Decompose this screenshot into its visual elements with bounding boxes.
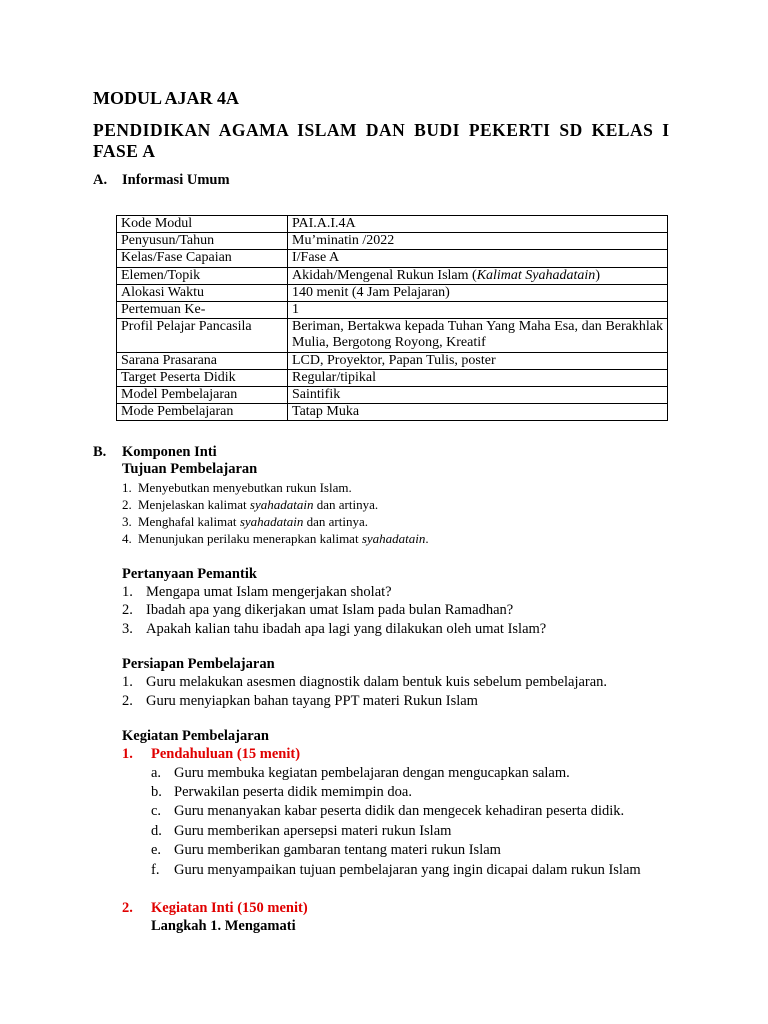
- pertanyaan-num: 3.: [122, 621, 133, 637]
- pendahuluan-item: Guru menyampaikan tujuan pembelajaran yang ingin dicapai dalam rukun Islam: [174, 862, 641, 878]
- info-row: [117, 369, 668, 386]
- pendahuluan-item: Perwakilan peserta didik memimpin doa.: [174, 784, 412, 800]
- info-row: [117, 284, 668, 301]
- section-b-heading: Komponen Inti: [122, 444, 217, 460]
- pendahuluan-letter: a.: [151, 765, 162, 781]
- section-a-heading: Informasi Umum: [122, 172, 230, 188]
- info-value: I/Fase A: [288, 250, 668, 267]
- tujuan-item: Menunjukan perilaku menerapkan kalimat syahadatain.: [138, 531, 429, 546]
- info-row: [117, 352, 668, 369]
- info-row: [117, 267, 668, 284]
- pendahuluan-title: Pendahuluan (15 menit): [151, 746, 301, 762]
- pendahuluan-letter: c.: [151, 803, 162, 819]
- subtitle-line-2: FASE A: [93, 141, 156, 161]
- pertanyaan-heading: Pertanyaan Pemantik: [122, 566, 257, 582]
- info-key: Alokasi Waktu: [117, 284, 288, 301]
- info-row: [117, 319, 668, 352]
- persiapan-item: Guru menyiapkan bahan tayang PPT materi Rukun Islam: [146, 693, 478, 709]
- tujuan-item: Menyebutkan menyebutkan rukun Islam.: [138, 480, 352, 495]
- pendahuluan-letter: f.: [151, 862, 160, 878]
- inti-num: 2.: [122, 900, 133, 916]
- info-row: [117, 233, 668, 250]
- info-row: [117, 404, 668, 421]
- inti-title: Kegiatan Inti (150 menit): [151, 900, 308, 916]
- info-key: Elemen/Topik: [117, 267, 288, 284]
- info-row: [117, 250, 668, 267]
- info-key: Pertemuan Ke-: [117, 302, 288, 319]
- info-value: Mu’minatin /2022: [288, 233, 668, 250]
- pendahuluan-letter: d.: [151, 823, 162, 839]
- tujuan-item: Menjelaskan kalimat syahadatain dan artinya.: [138, 497, 379, 512]
- tujuan-num: 3.: [122, 514, 132, 529]
- info-key: Penyusun/Tahun: [117, 233, 288, 250]
- persiapan-num: 1.: [122, 674, 133, 690]
- pendahuluan-item: Guru memberikan gambaran tentang materi rukun Islam: [174, 842, 501, 858]
- section-b-marker: B.: [93, 444, 107, 460]
- inti-step: Langkah 1. Mengamati: [151, 918, 296, 934]
- pendahuluan-item: Guru memberikan apersepsi materi rukun Islam: [174, 823, 452, 839]
- tujuan-heading: Tujuan Pembelajaran: [122, 461, 258, 477]
- info-row: [117, 302, 668, 319]
- pendahuluan-num: 1.: [122, 746, 133, 762]
- info-table: [116, 215, 668, 421]
- subtitle-line-1: [93, 120, 675, 141]
- info-key: Model Pembelajaran: [117, 387, 288, 404]
- persiapan-item: Guru melakukan asesmen diagnostik dalam bentuk kuis sebelum pembelajaran.: [146, 674, 608, 690]
- info-key: Kode Modul: [117, 216, 288, 233]
- persiapan-num: 2.: [122, 693, 133, 709]
- pertanyaan-item: Mengapa umat Islam mengerjakan sholat?: [146, 584, 392, 600]
- info-row: [117, 216, 668, 233]
- info-key: Profil Pelajar Pancasila: [117, 319, 288, 352]
- pertanyaan-num: 1.: [122, 584, 133, 600]
- info-value: Tatap Muka: [288, 404, 668, 421]
- info-value: 140 menit (4 Jam Pelajaran): [288, 284, 668, 301]
- tujuan-item: Menghafal kalimat syahadatain dan artinya.: [138, 514, 368, 529]
- kegiatan-heading: Kegiatan Pembelajaran: [122, 728, 269, 744]
- info-value: Akidah/Mengenal Rukun Islam (Kalimat Syahadatain): [288, 267, 668, 284]
- pendahuluan-letter: e.: [151, 842, 162, 858]
- pendahuluan-item: Guru membuka kegiatan pembelajaran dengan mengucapkan salam.: [174, 765, 570, 781]
- info-value: PAI.A.I.4A: [288, 216, 668, 233]
- section-a-marker: A.: [93, 172, 108, 188]
- info-key: Mode Pembelajaran: [117, 404, 288, 421]
- info-value: LCD, Proyektor, Papan Tulis, poster: [288, 352, 668, 369]
- info-value: Saintifik: [288, 387, 668, 404]
- subtitle-text: PENDIDIKAN AGAMA ISLAM DAN BUDI PEKERTI SD KELAS I: [93, 120, 670, 140]
- info-value: Beriman, Bertakwa kepada Tuhan Yang Maha Esa, dan Berakhlak Mulia, Bergotong Royong, Kreatif: [288, 319, 668, 352]
- tujuan-num: 4.: [122, 531, 132, 546]
- tujuan-num: 1.: [122, 480, 132, 495]
- info-key: Target Peserta Didik: [117, 369, 288, 386]
- info-value: Regular/tipikal: [288, 369, 668, 386]
- info-key: Sarana Prasarana: [117, 352, 288, 369]
- info-row: [117, 387, 668, 404]
- persiapan-heading: Persiapan Pembelajaran: [122, 656, 275, 672]
- tujuan-num: 2.: [122, 497, 132, 512]
- pertanyaan-item: Apakah kalian tahu ibadah apa lagi yang dilakukan oleh umat Islam?: [146, 621, 547, 637]
- pendahuluan-item: Guru menanyakan kabar peserta didik dan mengecek kehadiran peserta didik.: [174, 803, 625, 819]
- pertanyaan-num: 2.: [122, 602, 133, 618]
- module-title: MODUL AJAR 4A: [93, 88, 240, 108]
- info-key: Kelas/Fase Capaian: [117, 250, 288, 267]
- pendahuluan-letter: b.: [151, 784, 162, 800]
- info-value: 1: [288, 302, 668, 319]
- pertanyaan-item: Ibadah apa yang dikerjakan umat Islam pada bulan Ramadhan?: [146, 602, 514, 618]
